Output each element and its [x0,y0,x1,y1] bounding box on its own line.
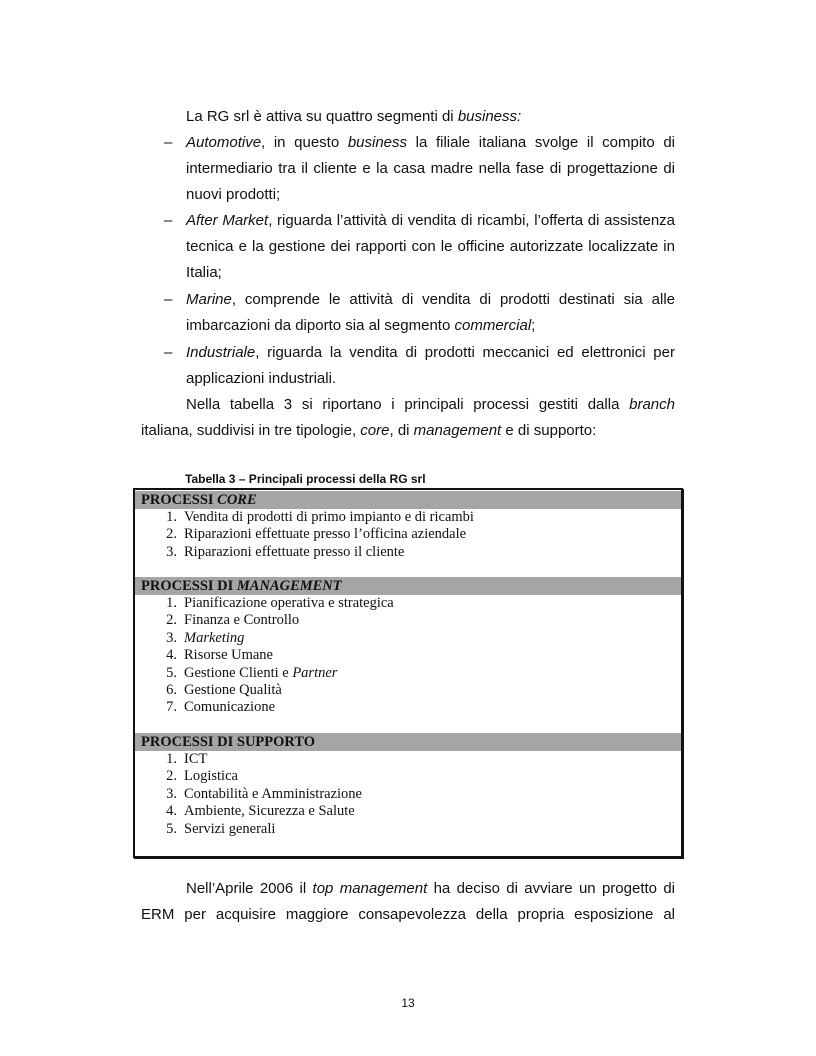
bullet-dash: – [164,134,173,151]
list-item: 1. ICT [166,751,208,767]
closing-paragraph: Nell’Aprile 2006 il top management ha deciso di avviare un progetto di ERM per acquisire maggiore consapevolezza della propria esposizione al [141,880,675,923]
section-list-management [135,595,394,717]
list-item: 1. Pianificazione operativa e strategica [166,595,394,611]
section-header-core: PROCESSI CORE [135,491,681,509]
list-item: 2. Finanza e Controllo [166,612,300,629]
table-intro-paragraph: Nella tabella 3 si riportano i principali processi gestiti dalla branch italiana, suddivisi in tre tipologie, core, di management e di supporto: [141,396,675,439]
section-header-supporto: PROCESSI DI SUPPORTO [135,733,681,751]
bullet-dash: – [164,291,173,308]
section-header-management: PROCESSI DI MANAGEMENT [135,577,681,595]
list-item: 3. Contabilità e Amministrazione [166,785,362,802]
list-item: 5. Servizi generali [166,820,276,837]
bullet-industriale: Industriale, riguarda la vendita di prodotti meccanici ed elettronici per applicazioni industriali. [186,344,675,387]
list-item: 3. Riparazioni effettuate presso il cliente [166,543,405,560]
list-item: 4. Risorse Umane [166,647,273,664]
bullet-dash: – [164,344,173,361]
intro-paragraph: La RG srl è attiva su quattro segmenti di business: [186,108,522,125]
list-item: 6. Gestione Qualità [166,681,282,698]
page-number: 13 [401,996,415,1010]
section-list-core [135,509,474,561]
processes-table [133,488,683,858]
list-item: 1. Vendita di prodotti di primo impianto e di ricambi [166,509,474,525]
list-item: 2. Logistica [166,768,238,785]
bullet-automotive: Automotive, in questo business la filiale italiana svolge il compito di intermediario tra il cliente e la casa madre nella fase di progettazione di nuovi prodotti; [186,134,675,203]
list-item: 2. Riparazioni effettuate presso l’officina aziendale [166,526,467,543]
list-item: 5. Gestione Clienti e Partner [166,664,338,681]
section-list-supporto [135,751,362,838]
bullet-marine: Marine, comprende le attività di vendita di prodotti destinati sia alle imbarcazioni da diporto sia al segmento commercial; [186,291,675,334]
list-item: 4. Ambiente, Sicurezza e Salute [166,803,355,820]
list-item: 3. Marketing [166,629,245,646]
bullet-dash: – [164,212,173,229]
list-item: 7. Comunicazione [166,699,276,716]
bullet-after-market: After Market, riguarda l’attività di vendita di ricambi, l’offerta di assistenza tecnica e la gestione dei rapporti con le officine autorizzate localizzate in Italia; [186,212,676,281]
table-caption: Tabella 3 – Principali processi della RG srl [185,472,426,486]
